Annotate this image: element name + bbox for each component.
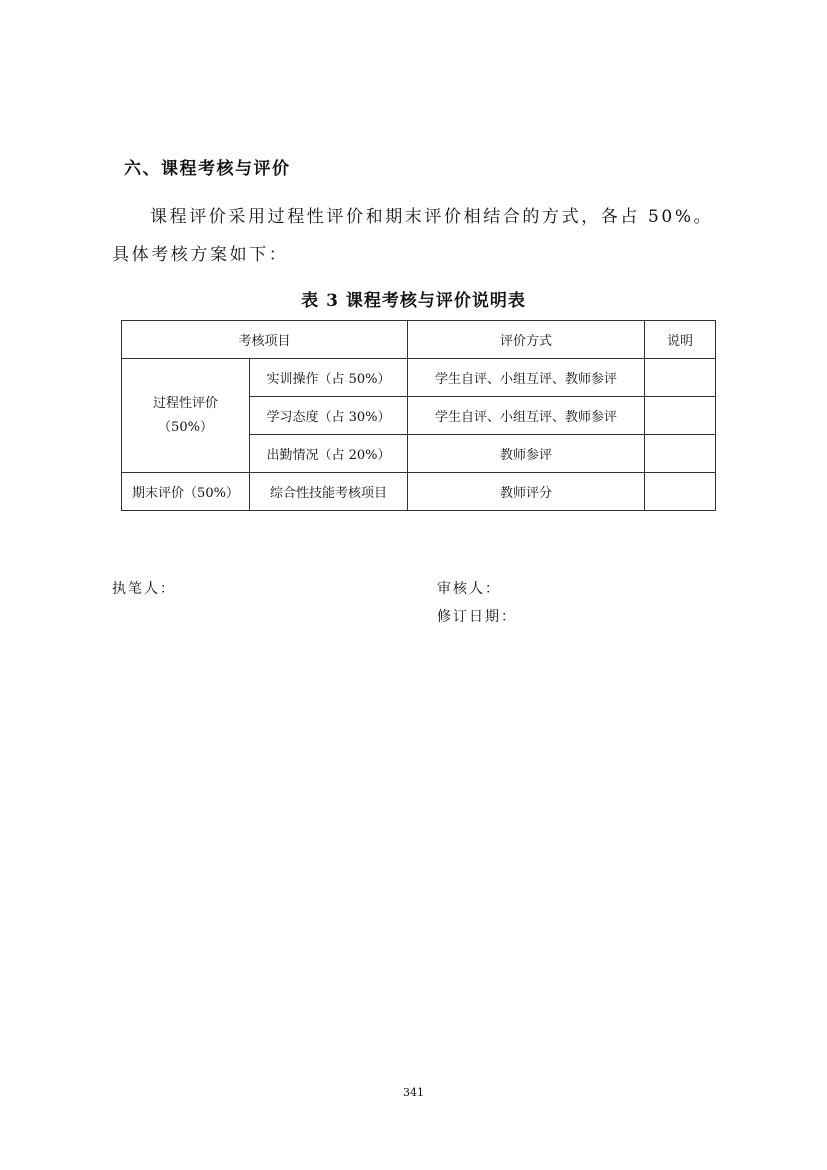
row-note-cell — [645, 473, 716, 511]
row-item-cell: 综合性技能考核项目 — [250, 473, 408, 511]
page-number: 341 — [403, 1086, 424, 1099]
assessment-table — [121, 320, 716, 511]
row-note-cell — [645, 359, 716, 397]
process-evaluation-group-cell — [122, 359, 250, 473]
row-method-cell: 学生自评、小组互评、教师参评 — [408, 397, 645, 435]
section-heading: 六、课程考核与评价 — [124, 159, 291, 179]
revision-date-label: 修订日期： — [437, 609, 517, 625]
row-item-cell: 出勤情况（占 20%） — [250, 435, 408, 473]
process-evaluation-weight: （50%） — [158, 419, 213, 435]
row-item-cell: 学习态度（占 30%） — [250, 397, 408, 435]
row-method-cell: 教师评分 — [408, 473, 645, 511]
row-method-cell: 教师参评 — [408, 435, 645, 473]
row-item-cell: 实训操作（占 50%） — [250, 359, 408, 397]
table-row — [122, 473, 716, 511]
table-caption: 表 3 课程考核与评价说明表 — [301, 291, 526, 311]
row-note-cell — [645, 397, 716, 435]
reviewer-label: 审核人： — [437, 581, 501, 597]
row-note-cell — [645, 435, 716, 473]
table-row — [122, 359, 716, 397]
header-note: 说明 — [645, 321, 716, 359]
writer-label: 执笔人： — [112, 581, 176, 597]
header-evaluation-method: 评价方式 — [408, 321, 645, 359]
table-header-row — [122, 321, 716, 359]
process-evaluation-name: 过程性评价 — [152, 395, 218, 411]
assessment-intro-paragraph: 课程评价采用过程性评价和期末评价相结合的方式，各占 50%。具体考核方案如下： — [112, 207, 714, 265]
final-evaluation-group-cell: 期末评价（50%） — [122, 473, 250, 511]
row-method-cell: 学生自评、小组互评、教师参评 — [408, 359, 645, 397]
header-assessment-item: 考核项目 — [122, 321, 408, 359]
